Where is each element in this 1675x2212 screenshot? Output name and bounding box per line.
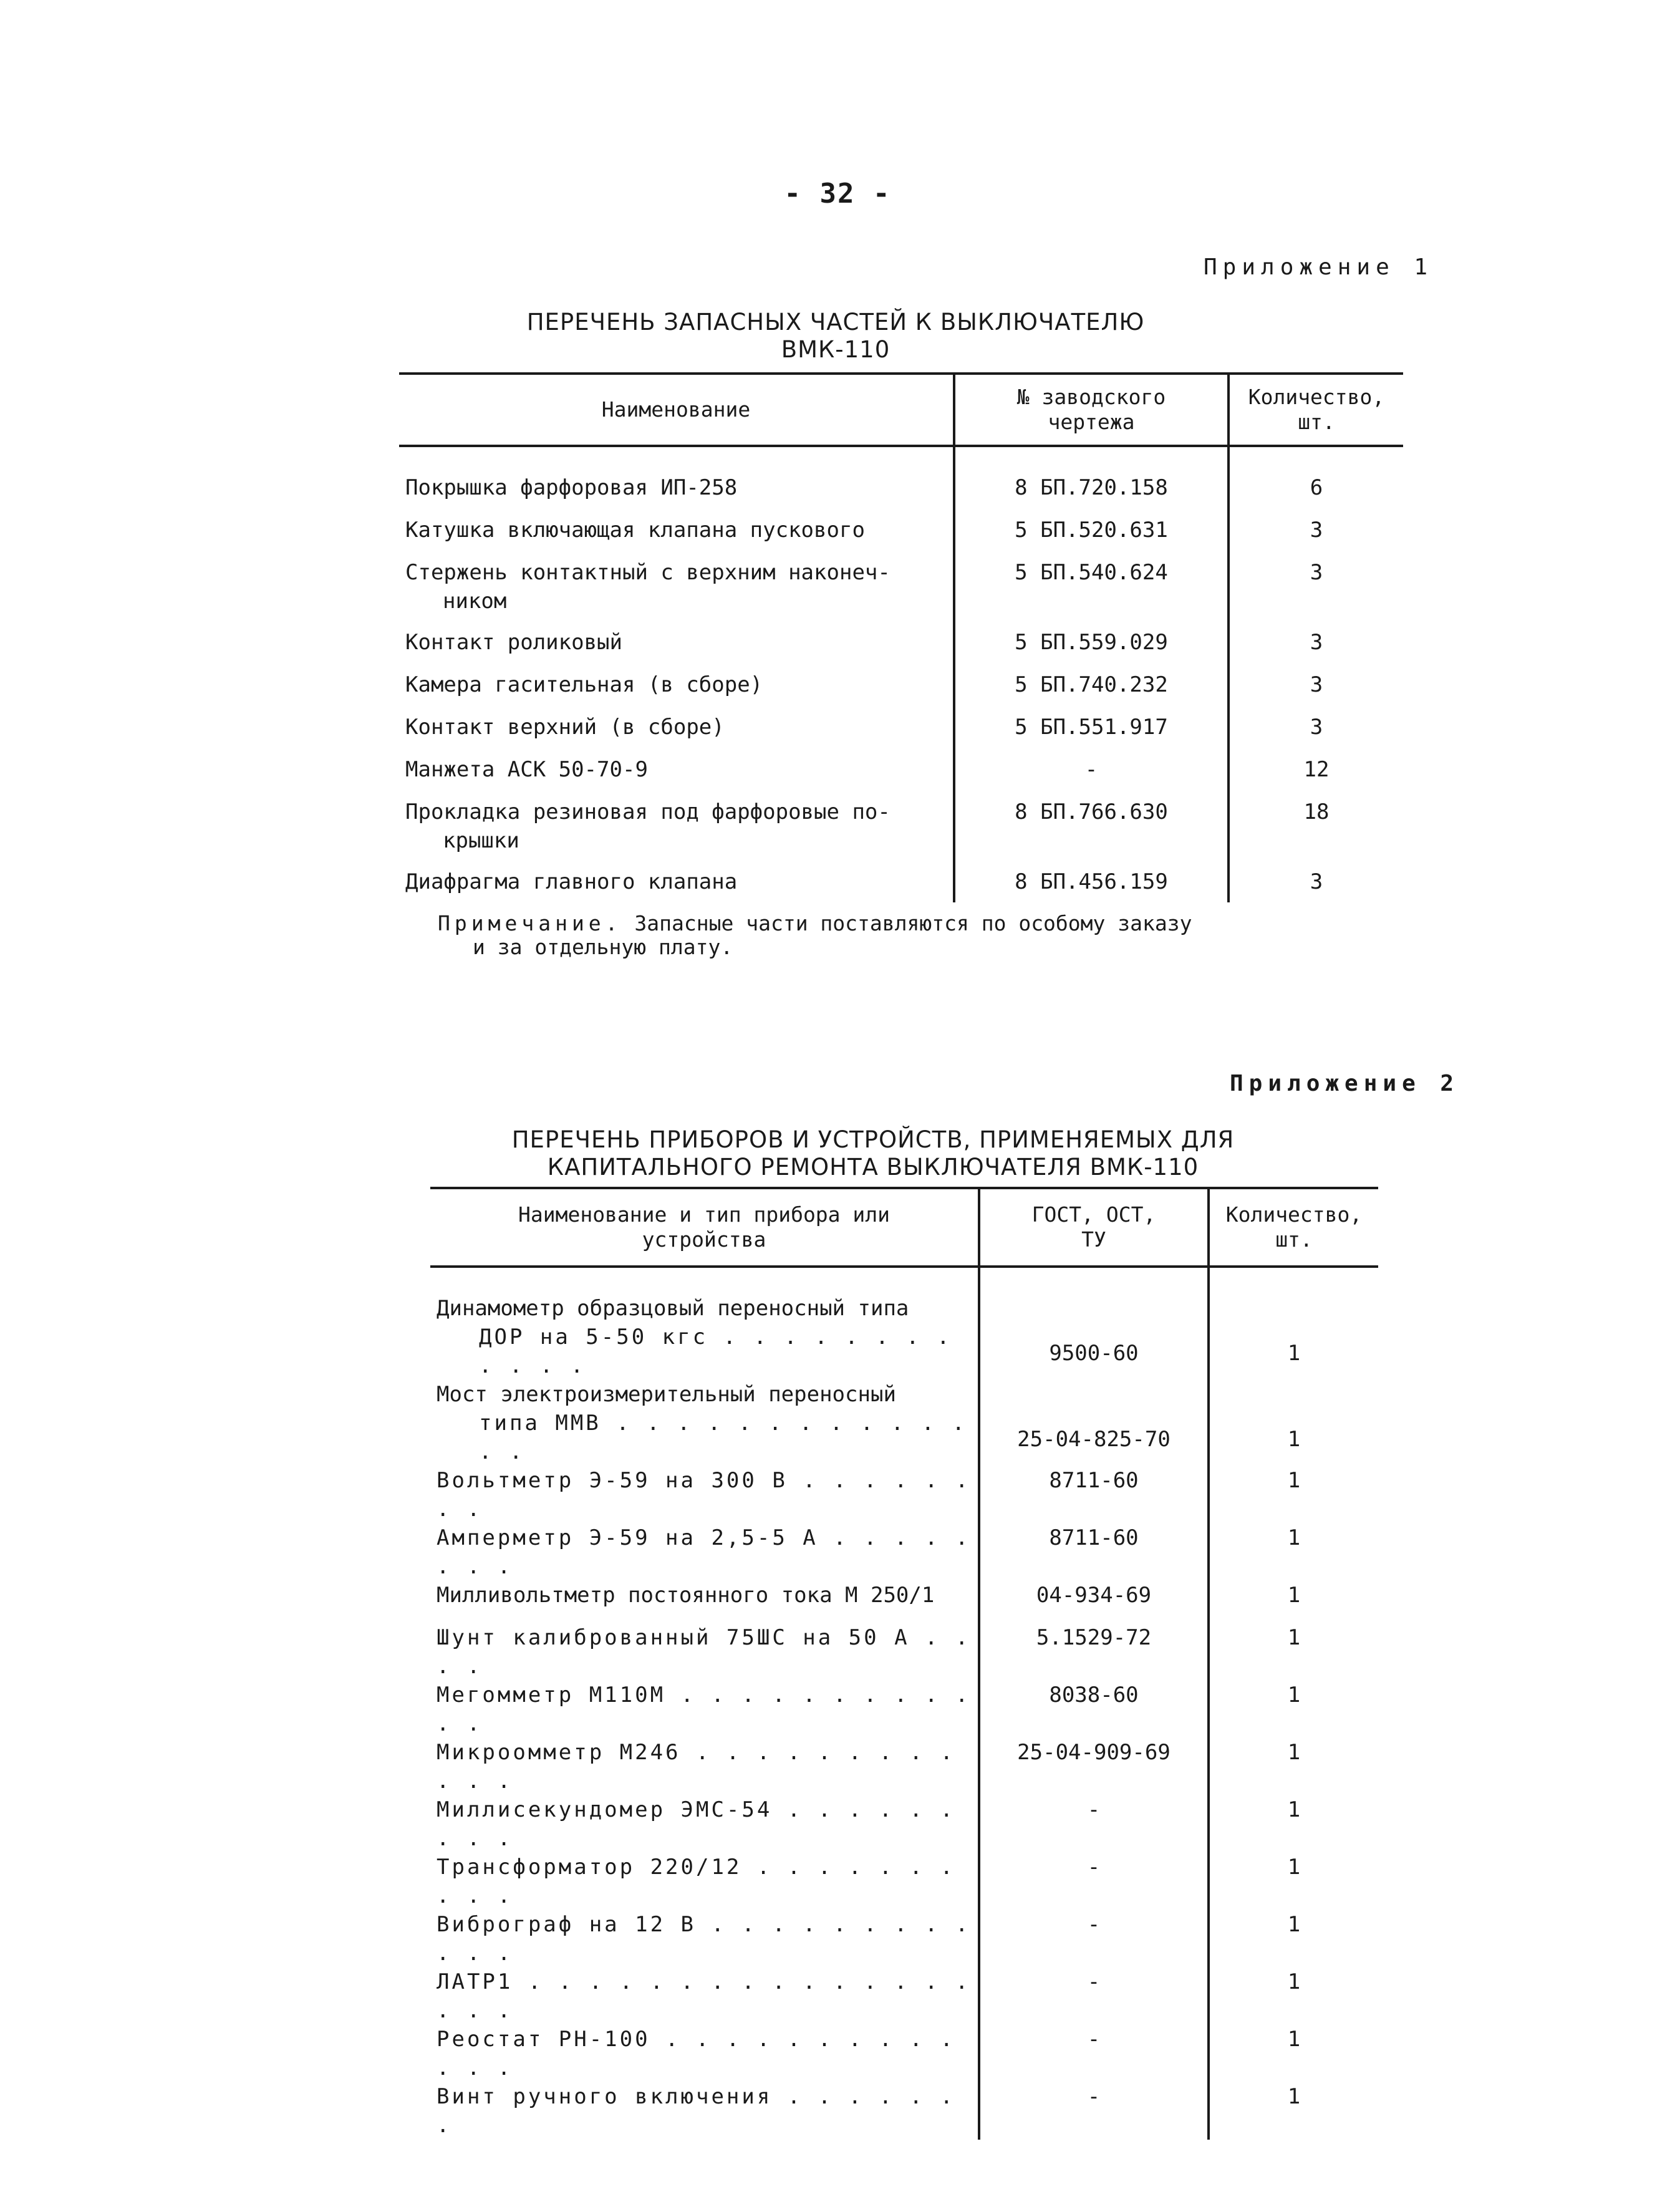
row-name: Мост электроизмерительный переносный типа ММВ . . . . . . . . . . . . . . bbox=[437, 1382, 968, 1464]
row-qty: 12 bbox=[1228, 755, 1403, 798]
row-name: Контакт верхний (в сборе) bbox=[405, 715, 725, 740]
row-drawing: - bbox=[954, 755, 1228, 798]
row-gost: 25-04-909-69 bbox=[979, 1738, 1209, 1795]
table-row bbox=[430, 1524, 1378, 1581]
row-qty: 1 bbox=[1209, 1968, 1378, 2025]
row-gost: 04-934-69 bbox=[979, 1581, 1209, 1623]
table-row bbox=[399, 713, 1403, 755]
table-row bbox=[430, 1853, 1378, 1910]
header-qty: Количество, шт. bbox=[1228, 374, 1403, 446]
row-name: Динамометр образцовый переносный типа ДОР на 5-50 кгс . . . . . . . . . . . . bbox=[437, 1296, 952, 1378]
table-row bbox=[399, 558, 1403, 628]
note-label: Примечание. bbox=[438, 911, 622, 935]
row-name: Прокладка резиновая под фарфоровые по- крышки bbox=[405, 799, 891, 853]
row-qty: 1 bbox=[1209, 1581, 1378, 1623]
table-row bbox=[399, 516, 1403, 558]
row-gost: 5.1529-72 bbox=[979, 1623, 1209, 1681]
row-qty: 3 bbox=[1228, 516, 1403, 558]
row-gost: - bbox=[979, 1853, 1209, 1910]
appendix1-label: Приложение 1 bbox=[1204, 254, 1434, 280]
row-qty: 3 bbox=[1228, 867, 1403, 902]
table-row bbox=[430, 1466, 1378, 1524]
row-drawing: 5 БП.520.631 bbox=[954, 516, 1228, 558]
row-gost: 8711-60 bbox=[979, 1524, 1209, 1581]
row-qty: 3 bbox=[1228, 628, 1403, 670]
instruments-table bbox=[430, 1187, 1378, 2140]
row-name: Катушка включающая клапана пускового bbox=[405, 518, 865, 543]
row-drawing: 8 БП.766.630 bbox=[954, 798, 1228, 867]
row-gost: - bbox=[979, 2082, 1209, 2140]
table-row bbox=[430, 1380, 1378, 1466]
table-row bbox=[430, 1294, 1378, 1380]
row-qty: 1 bbox=[1209, 1853, 1378, 1910]
appendix2-label: Приложение 2 bbox=[1230, 1071, 1460, 1096]
row-qty: 1 bbox=[1209, 2082, 1378, 2140]
row-name: Винт ручного включения . . . . . . . bbox=[437, 2084, 955, 2138]
row-qty: 1 bbox=[1209, 1738, 1378, 1795]
row-drawing: 5 БП.740.232 bbox=[954, 670, 1228, 713]
table-row bbox=[399, 628, 1403, 670]
row-name: Покрышка фарфоровая ИП-258 bbox=[405, 475, 738, 500]
table-row bbox=[430, 1910, 1378, 1968]
row-drawing: 8 БП.456.159 bbox=[954, 867, 1228, 902]
row-qty: 3 bbox=[1228, 670, 1403, 713]
appendix1-note bbox=[438, 912, 1192, 959]
row-drawing: 5 БП.540.624 bbox=[954, 558, 1228, 628]
table-row bbox=[430, 1968, 1378, 2025]
table-row bbox=[430, 1581, 1378, 1623]
appendix1-title bbox=[399, 309, 1272, 364]
table-row bbox=[399, 755, 1403, 798]
row-qty: 1 bbox=[1209, 2025, 1378, 2082]
row-name: Контакт роликовый bbox=[405, 630, 622, 655]
row-qty: 18 bbox=[1228, 798, 1403, 867]
header-drawing: № заводского чертежа bbox=[954, 374, 1228, 446]
row-qty: 1 bbox=[1209, 1524, 1378, 1581]
table-row bbox=[430, 1681, 1378, 1738]
header-qty: Количество, шт. bbox=[1209, 1188, 1378, 1267]
row-name: Камера гасительная (в сборе) bbox=[405, 672, 763, 697]
row-drawing: 8 БП.720.158 bbox=[954, 473, 1228, 516]
row-drawing: 5 БП.551.917 bbox=[954, 713, 1228, 755]
row-name: Миллисекундомер ЭМС-54 . . . . . . . . . bbox=[437, 1797, 955, 1851]
row-qty: 1 bbox=[1209, 1294, 1378, 1380]
row-qty: 1 bbox=[1209, 1681, 1378, 1738]
row-name: Виброграф на 12 В . . . . . . . . . . . . bbox=[437, 1912, 971, 1966]
row-gost: 9500-60 bbox=[979, 1294, 1209, 1380]
header-gost: ГОСТ, ОСТ, ТУ bbox=[979, 1188, 1209, 1267]
row-name: Амперметр Э-59 на 2,5-5 А . . . . . . . . bbox=[437, 1525, 971, 1579]
row-qty: 6 bbox=[1228, 473, 1403, 516]
row-qty: 3 bbox=[1228, 558, 1403, 628]
row-qty: 1 bbox=[1209, 1380, 1378, 1466]
appendix2-title-line1: ПЕРЕЧЕНЬ ПРИБОРОВ И УСТРОЙСТВ, ПРИМЕНЯЕМЫХ ДЛЯ bbox=[511, 1126, 1235, 1153]
row-name: Диафрагма главного клапана bbox=[405, 869, 738, 894]
table-row bbox=[430, 1623, 1378, 1681]
row-qty: 1 bbox=[1209, 1623, 1378, 1681]
table-row bbox=[430, 1738, 1378, 1795]
row-qty: 1 bbox=[1209, 1466, 1378, 1524]
row-gost: - bbox=[979, 1910, 1209, 1968]
note-text-continued: и за отдельную плату. bbox=[473, 935, 733, 959]
spare-parts-table bbox=[399, 372, 1403, 902]
appendix2-title bbox=[399, 1126, 1347, 1181]
table-header bbox=[430, 1188, 1378, 1267]
row-drawing: 5 БП.559.029 bbox=[954, 628, 1228, 670]
row-name: Реостат РН-100 . . . . . . . . . . . . . bbox=[437, 2027, 955, 2080]
appendix1-title-line2: ВМК-110 bbox=[781, 336, 891, 363]
row-gost: - bbox=[979, 1968, 1209, 2025]
row-gost: - bbox=[979, 1795, 1209, 1853]
note-text: Запасные части поставляются по особому заказу bbox=[634, 911, 1192, 935]
header-name: Наименование и тип прибора или устройства bbox=[430, 1188, 979, 1267]
row-name: ЛАТР1 . . . . . . . . . . . . . . . . . . bbox=[437, 1969, 971, 2023]
row-name: Мегомметр М110М . . . . . . . . . . . . bbox=[437, 1683, 971, 1736]
row-name: Трансформатор 220/12 . . . . . . . . . . bbox=[437, 1855, 955, 1908]
page-number: - 32 - bbox=[784, 178, 891, 210]
row-name: Микроомметр М246 . . . . . . . . . . . . bbox=[437, 1740, 955, 1794]
table-row bbox=[399, 473, 1403, 516]
table-row bbox=[399, 867, 1403, 902]
row-gost: 25-04-825-70 bbox=[979, 1380, 1209, 1466]
row-qty: 1 bbox=[1209, 1910, 1378, 1968]
table-row bbox=[430, 2025, 1378, 2082]
row-qty: 3 bbox=[1228, 713, 1403, 755]
table-row bbox=[430, 2082, 1378, 2140]
row-gost: - bbox=[979, 2025, 1209, 2082]
row-qty: 1 bbox=[1209, 1795, 1378, 1853]
row-gost: 8038-60 bbox=[979, 1681, 1209, 1738]
row-name: Стержень контактный с верхним наконеч- ником bbox=[405, 560, 891, 614]
row-name: Шунт калиброванный 75ШС на 50 А . . . . bbox=[437, 1625, 971, 1679]
row-name: Милливольтметр постоянного тока М 250/1 bbox=[437, 1583, 935, 1608]
table-row bbox=[399, 670, 1403, 713]
header-name: Наименование bbox=[399, 374, 954, 446]
appendix1-title-line1: ПЕРЕЧЕНЬ ЗАПАСНЫХ ЧАСТЕЙ К ВЫКЛЮЧАТЕЛЮ bbox=[526, 309, 1145, 336]
appendix2-title-line2: КАПИТАЛЬНОГО РЕМОНТА ВЫКЛЮЧАТЕЛЯ ВМК-110 bbox=[547, 1154, 1199, 1181]
row-name: Манжета АСК 50-70-9 bbox=[405, 757, 648, 782]
row-gost: 8711-60 bbox=[979, 1466, 1209, 1524]
table-row bbox=[430, 1795, 1378, 1853]
table-row bbox=[399, 798, 1403, 867]
row-name: Вольтметр Э-59 на 300 В . . . . . . . . bbox=[437, 1468, 971, 1522]
table-header bbox=[399, 374, 1403, 446]
